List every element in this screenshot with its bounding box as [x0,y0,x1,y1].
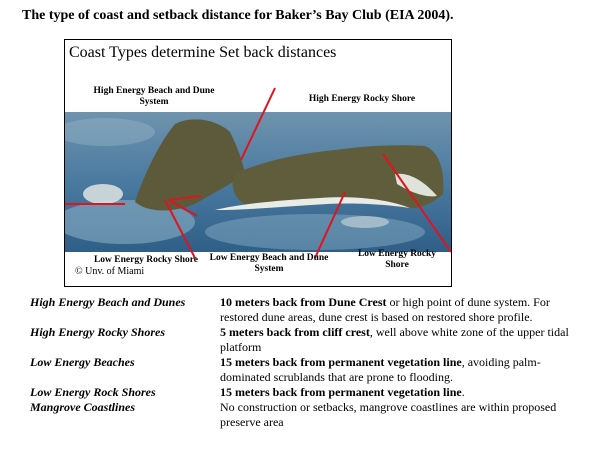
coast-type: Low Energy Rock Shores [30,385,156,399]
setback-rules-table [30,295,580,430]
coast-type: Low Energy Beaches [30,355,135,369]
setback-detail: , avoiding palm-dominated scrublands that are prone to flooding. [220,355,541,384]
setback-rule [220,355,580,385]
setback-distance: 15 meters back from permanent vegetation line [220,355,462,369]
label-low-energy-rocky-right: Low Energy Rocky Shore [357,249,437,270]
setback-detail: . [461,385,465,399]
rule-row [30,325,580,355]
coast-type: Mangrove Coastlines [30,400,136,414]
label-high-energy-rocky: High Energy Rocky Shore [308,94,416,104]
label-low-energy-beach: Low Energy Beach and Dune System [209,253,329,274]
setback-distance: 10 meters back from Dune Crest [220,295,387,309]
pointer-line [383,154,451,252]
setback-distance: 15 meters back from permanent vegetation line [220,385,462,399]
setback-distance: 5 meters back from cliff crest [220,325,370,339]
setback-rule [220,295,580,325]
coast-type: High Energy Beach and Dunes [30,295,186,309]
coast-type: High Energy Rocky Shores [30,325,166,339]
pointer-line [169,196,201,200]
image-credit: © Unv. of Miami [75,266,145,277]
figure-caption: The type of coast and setback distance for Baker’s Bay Club (EIA 2004). [22,8,454,23]
rule-row [30,295,580,325]
setback-detail: or high point of dune system. For restored dune areas, dune crest is based on restored shore profile. [220,295,550,324]
label-low-energy-rocky-left: Low Energy Rocky Shore [93,255,199,265]
rule-row [30,400,580,430]
rule-row [30,385,580,400]
rule-row [30,355,580,385]
setback-detail: , well above white zone of the upper tidal platform [220,325,569,354]
pointer-line [315,192,345,258]
figure-title: Coast Types determine Set back distances [69,44,337,61]
pointer-line [241,88,275,160]
setback-detail: No construction or setbacks, mangrove coastlines are within proposed preserve area [220,400,557,429]
setback-rule [220,325,580,355]
setback-rule [220,385,580,400]
pointer-line [165,200,195,258]
label-high-energy-beach: High Energy Beach and Dune System [93,86,215,107]
coast-map-figure [64,39,452,287]
pointer-line [169,200,197,216]
setback-rule [220,400,580,430]
